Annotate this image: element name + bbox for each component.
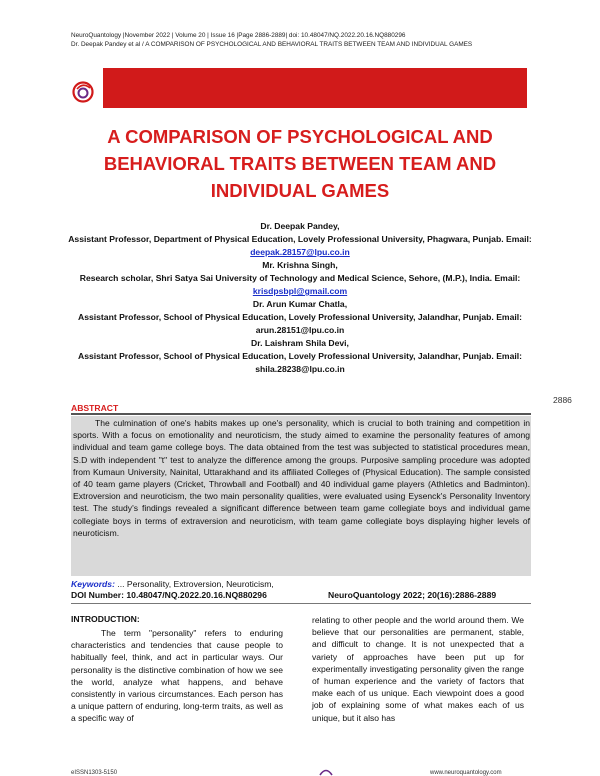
footer-issn: eISSN1303-5150 — [71, 770, 118, 776]
author-email: arun.28151@lpu.co.in — [255, 325, 345, 335]
abstract-heading: ABSTRACT — [71, 403, 119, 413]
introduction-heading: INTRODUCTION: — [71, 614, 140, 624]
footer-logo-icon — [318, 766, 334, 776]
neuroquantology-logo-icon — [71, 80, 95, 104]
keywords-text: ... Personality, Extroversion, Neuroticism, — [117, 579, 274, 589]
introduction-left-column: The term "personality" refers to enduring characteristics and tendencies that cause people to habitually feel, think, and act in particular ways. Our personality is the distinctive combination of how we see the world, analyze what happens, and behave consistently in various circumstances. Each person has a unique pattern of enduring, long-term traits, as well as a specific way of — [71, 628, 283, 724]
author-email: shila.28238@lpu.co.in — [255, 364, 345, 374]
running-head-article: Dr. Deepak Pandey et al / A COMPARISON OF PSYCHOLOGICAL AND BEHAVIORAL TRAITS BETWEEN TEAM AND INDIVIDUAL GAMES — [71, 41, 473, 48]
author-name: Mr. Krishna Singh, — [262, 260, 338, 270]
keywords-line — [71, 578, 274, 590]
keywords-label: Keywords: — [71, 579, 115, 589]
running-head — [71, 31, 531, 49]
article-title: A COMPARISON OF PSYCHOLOGICAL AND BEHAVIORAL TRAITS BETWEEN TEAM AND INDIVIDUAL GAMES — [103, 126, 497, 201]
author-name: Dr. Laishram Shila Devi, — [251, 338, 349, 348]
author-email-link[interactable]: deepak.28157@lpu.co.in — [250, 247, 350, 257]
author-affiliation: Assistant Professor, School of Physical Education, Lovely Professional University, Jalandhar, Punjab. Email: shila.28238@lpu.co.in — [78, 351, 522, 374]
abstract-text: The culmination of one's habits makes up one's personality, which is crucial to both training and competition in sports. With a focus on emotionality and neuroticism, the study aimed to examine the personality features of among individual and team game college boys. The data obtained from the test was subjected to statistical procedures mean, S.D with independent "t" test to analyze the difference among the groups. Purposive sampling procedure was adopted from Kumaun University, Nainital, Uttarakhand and its affiliated Colleges of (Physical Education). The sample consisted of 40 team game players (Cricket, Throwball and Football) and 40 individual game players (Athletics and Badminton). Extroversion and neuroticism, the two main personality qualities, were evaluated using Eysenck's Personality Inventory test. The study's findings revealed a significant difference between team game collegiate boys and individual game collegiate boys in terms of extraversion and neuroticism, with team game collegiate boys displaying higher levels of neuroticism. — [73, 418, 530, 538]
footer-website: www.neuroquantology.com — [430, 770, 502, 776]
author-name: Dr. Arun Kumar Chatla, — [252, 299, 348, 309]
author-block — [60, 220, 540, 376]
author-affiliation: Assistant Professor, Department of Physical Education, Lovely Professional University, Phagwara, Punjab. Email: deepak.28157@lpu.co.in — [68, 234, 532, 257]
author-affiliation: Assistant Professor, School of Physical Education, Lovely Professional University, Jalandhar, Punjab. Email: arun.28151@lpu.co.in — [78, 312, 522, 335]
journal-banner — [71, 68, 527, 108]
abstract-divider — [71, 413, 531, 415]
author-name: Dr. Deepak Pandey, — [260, 221, 340, 231]
banner-red-bar — [103, 68, 527, 108]
introduction-right-column: relating to other people and the world around them. We believe that our personalities are permanent, stable, and difficult to change. It is not unexpected that a variety of approaches have been put up for experimentally investigating personality given the range of human experience and the variety of factors that make each of us unique. Each viewpoint does a good job of explaining some of what makes each of us unique, but it also has — [312, 615, 524, 723]
journal-citation: NeuroQuantology 2022; 20(16):2886-2889 — [328, 590, 497, 600]
author-affiliation: Research scholar, Shri Satya Sai University of Technology and Medical Science, Sehore, (M.P.), India. Email: krisdpsbpl@gmail.com — [79, 273, 521, 296]
page-number: 2886 — [553, 395, 572, 405]
doi-number: DOI Number: 10.48047/NQ.2022.20.16.NQ880296 — [71, 590, 267, 600]
section-divider — [71, 603, 531, 604]
running-head-journal: NeuroQuantology |November 2022 | Volume 20 | Issue 16 |Page 2886-2889| doi: 10.48047/NQ.2022.20.16.NQ880296 — [71, 32, 406, 39]
author-email-link[interactable]: krisdpsbpl@gmail.com — [252, 286, 348, 296]
